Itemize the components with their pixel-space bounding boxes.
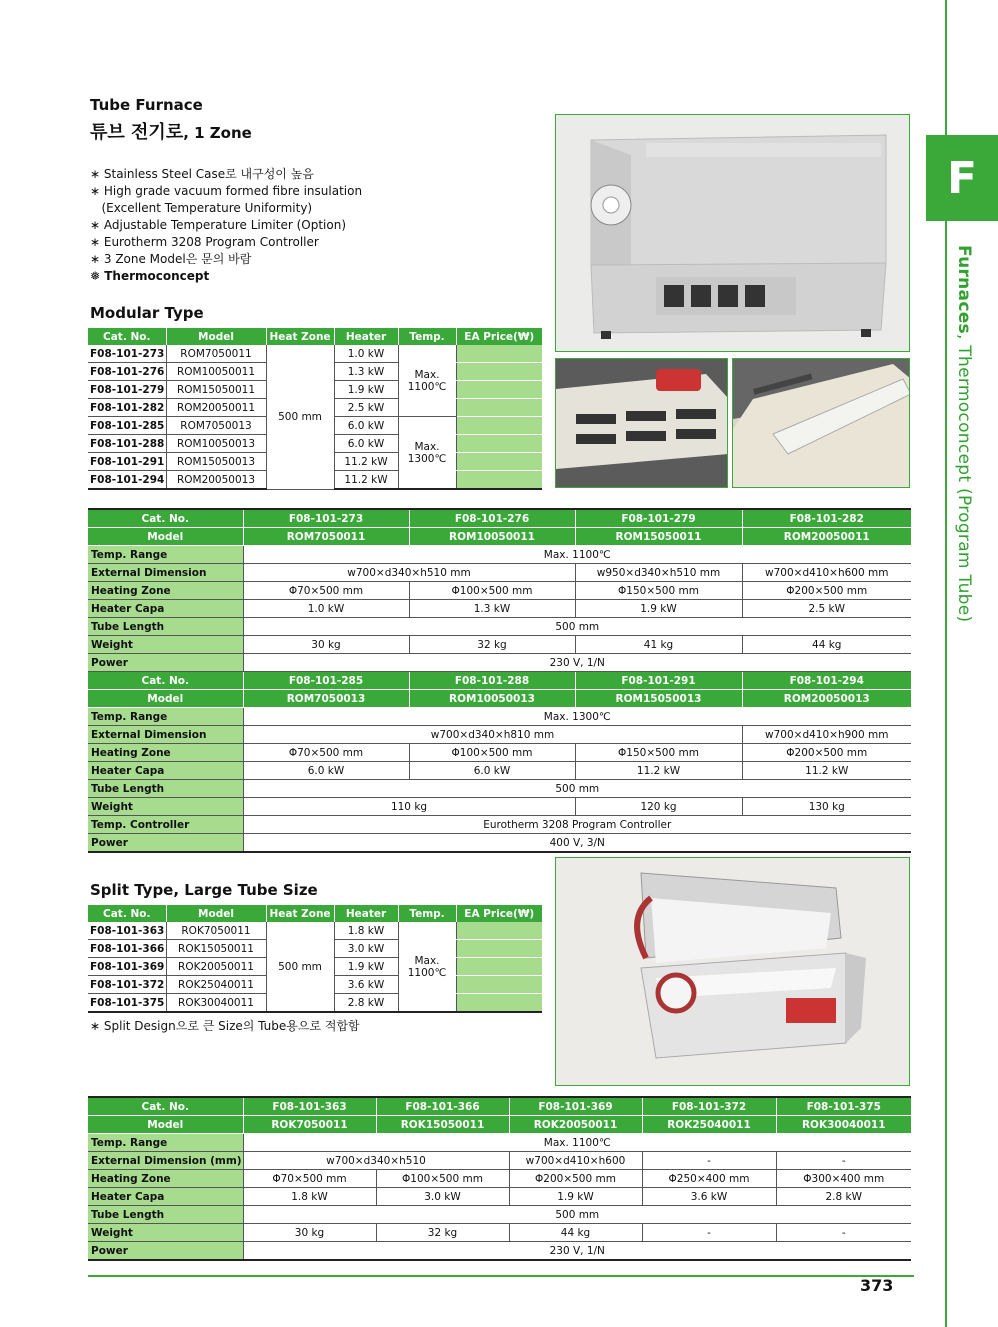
cat-no: F08-101-285 — [88, 417, 166, 435]
spec-row — [88, 618, 911, 636]
price-cell — [456, 922, 542, 940]
spec-cat: F08-101-369 — [509, 1097, 642, 1116]
cat-no: F08-101-366 — [88, 940, 166, 958]
spec-cat: F08-101-291 — [575, 672, 742, 690]
split-section-title: Split Type, Large Tube Size — [90, 881, 318, 899]
spec-value: Φ300×400 mm — [776, 1170, 911, 1188]
heating-element-illustration — [556, 359, 728, 488]
spec-value: Φ100×500 mm — [409, 744, 575, 762]
spec-model-row — [88, 1116, 911, 1134]
spec-value: 230 V, 1/N — [243, 654, 911, 672]
modular-price-table — [88, 328, 542, 490]
row-label: Model — [88, 1116, 243, 1134]
split-note: ∗ Split Design으로 큰 Size의 Tube용으로 적합함 — [90, 1019, 360, 1033]
spec-row — [88, 1134, 911, 1152]
model: ROM7050013 — [166, 417, 266, 435]
split-furnace-photo — [555, 857, 910, 1086]
temp-value: 1100℃ — [407, 380, 447, 393]
model: ROM20050011 — [166, 399, 266, 417]
spec-value: 6.0 kW — [243, 762, 409, 780]
spec-value: Φ100×500 mm — [376, 1170, 509, 1188]
spec-cat: F08-101-279 — [575, 509, 742, 528]
model: ROM15050011 — [166, 381, 266, 399]
spec-row — [88, 582, 911, 600]
price-cell — [456, 958, 542, 976]
title-zone: , 1 Zone — [183, 124, 252, 142]
spec-value: 2.5 kW — [742, 600, 911, 618]
cat-no: F08-101-279 — [88, 381, 166, 399]
spec-row — [88, 1206, 911, 1224]
spec-row — [88, 1188, 911, 1206]
section-tab-letter: F — [926, 135, 998, 221]
table-row — [88, 922, 542, 940]
vertical-title-rest: , Thermoconcept (Program Tube) — [954, 333, 974, 623]
price-cell — [456, 471, 542, 490]
spec-model: ROM10050013 — [409, 690, 575, 708]
col-header-cat: Cat. No. — [88, 905, 166, 922]
spec-value: 32 kg — [376, 1224, 509, 1242]
spec-value: 110 kg — [243, 798, 575, 816]
modular-spec-table — [88, 508, 911, 853]
feature-item: (Excellent Temperature Uniformity) — [90, 201, 313, 215]
spec-cat: F08-101-372 — [642, 1097, 776, 1116]
spec-value: 30 kg — [243, 1224, 376, 1242]
row-label: Power — [88, 834, 243, 853]
spec-value: w700×d410×h600 — [509, 1152, 642, 1170]
cat-no: F08-101-282 — [88, 399, 166, 417]
col-header-temp: Temp. — [398, 905, 456, 922]
heater: 3.6 kW — [334, 976, 398, 994]
tube-insulation-photo — [732, 358, 910, 488]
spec-cat: F08-101-285 — [243, 672, 409, 690]
row-label: Power — [88, 654, 243, 672]
col-header-heater: Heater — [334, 905, 398, 922]
cat-no: F08-101-294 — [88, 471, 166, 490]
col-header-heater: Heater — [334, 328, 398, 345]
row-label: Weight — [88, 798, 243, 816]
spec-row — [88, 564, 911, 582]
col-header-heat-zone: Heat Zone — [266, 328, 334, 345]
spec-row — [88, 1242, 911, 1261]
spec-value: Φ250×400 mm — [642, 1170, 776, 1188]
title-english: Tube Furnace — [90, 96, 203, 114]
row-label: Weight — [88, 1224, 243, 1242]
heat-zone: 500 mm — [266, 345, 334, 489]
row-label: Cat. No. — [88, 509, 243, 528]
spec-value: Φ200×500 mm — [742, 582, 911, 600]
spec-value: w700×d410×h900 mm — [742, 726, 911, 744]
spec-row — [88, 600, 911, 618]
spec-row — [88, 834, 911, 853]
spec-value: Φ70×500 mm — [243, 1170, 376, 1188]
model: ROK25040011 — [166, 976, 266, 994]
temp-1100 — [398, 345, 456, 417]
cat-no: F08-101-273 — [88, 345, 166, 363]
spec-value: w950×d340×h510 mm — [575, 564, 742, 582]
model: ROM7050011 — [166, 345, 266, 363]
spec-cat-row — [88, 1097, 911, 1116]
page-number: 373 — [860, 1276, 894, 1295]
spec-value: 500 mm — [243, 618, 911, 636]
spec-value: 41 kg — [575, 636, 742, 654]
spec-value: Φ150×500 mm — [575, 744, 742, 762]
cat-no: F08-101-372 — [88, 976, 166, 994]
cat-no: F08-101-276 — [88, 363, 166, 381]
spec-row — [88, 1152, 911, 1170]
spec-value: 11.2 kW — [742, 762, 911, 780]
heater: 11.2 kW — [334, 453, 398, 471]
temp-max-label: Max. — [414, 440, 440, 453]
heat-zone: 500 mm — [266, 922, 334, 1012]
model: ROM20050013 — [166, 471, 266, 490]
spec-value: 44 kg — [742, 636, 911, 654]
tube-insulation-illustration — [733, 359, 910, 488]
spec-row — [88, 744, 911, 762]
spec-value: 1.9 kW — [509, 1188, 642, 1206]
heater: 3.0 kW — [334, 940, 398, 958]
spec-value: 1.3 kW — [409, 600, 575, 618]
title-korean-text: 튜브 전기로 — [90, 122, 184, 143]
row-label: Heating Zone — [88, 744, 243, 762]
price-cell — [456, 363, 542, 381]
feature-item: ∗ Eurotherm 3208 Program Controller — [90, 235, 319, 249]
heater: 1.0 kW — [334, 345, 398, 363]
col-header-model: Model — [166, 905, 266, 922]
row-label: Cat. No. — [88, 1097, 243, 1116]
temp-value: 1100℃ — [407, 966, 447, 979]
row-label: Heating Zone — [88, 1170, 243, 1188]
price-cell — [456, 976, 542, 994]
row-label: Temp. Controller — [88, 816, 243, 834]
col-header-temp: Temp. — [398, 328, 456, 345]
spec-model: ROM10050011 — [409, 528, 575, 546]
price-cell — [456, 417, 542, 435]
feature-item: ∗ High grade vacuum formed fibre insulation — [90, 184, 363, 198]
modular-furnace-illustration — [556, 115, 910, 352]
feature-list — [90, 166, 540, 285]
spec-row — [88, 780, 911, 798]
row-label: Tube Length — [88, 1206, 243, 1224]
cat-no: F08-101-369 — [88, 958, 166, 976]
row-label: Power — [88, 1242, 243, 1261]
model: ROM15050013 — [166, 453, 266, 471]
heater: 1.3 kW — [334, 363, 398, 381]
row-label: Temp. Range — [88, 708, 243, 726]
spec-value: w700×d340×h510 mm — [243, 564, 575, 582]
cat-no: F08-101-291 — [88, 453, 166, 471]
spec-cat: F08-101-375 — [776, 1097, 911, 1116]
spec-value: 230 V, 1/N — [243, 1242, 911, 1261]
spec-value: w700×d410×h600 mm — [742, 564, 911, 582]
table-header-row — [88, 328, 542, 345]
split-price-table — [88, 905, 542, 1013]
spec-model: ROM7050011 — [243, 528, 409, 546]
col-header-cat: Cat. No. — [88, 328, 166, 345]
spec-model: ROK15050011 — [376, 1116, 509, 1134]
row-label: Heater Capa — [88, 762, 243, 780]
col-header-price: EA Price(₩) — [456, 328, 542, 345]
price-cell — [456, 940, 542, 958]
spec-model: ROM20050011 — [742, 528, 911, 546]
col-header-model: Model — [166, 328, 266, 345]
spec-model: ROK20050011 — [509, 1116, 642, 1134]
spec-value: 11.2 kW — [575, 762, 742, 780]
spec-value: Φ100×500 mm — [409, 582, 575, 600]
spec-value: w700×d340×h510 — [243, 1152, 509, 1170]
spec-row — [88, 798, 911, 816]
temp-max-label: Max. — [414, 954, 440, 967]
price-cell — [456, 435, 542, 453]
spec-cat: F08-101-282 — [742, 509, 911, 528]
spec-row — [88, 708, 911, 726]
spec-value: Φ200×500 mm — [509, 1170, 642, 1188]
spec-value: Φ200×500 mm — [742, 744, 911, 762]
spec-value: 500 mm — [243, 780, 911, 798]
heater: 2.5 kW — [334, 399, 398, 417]
row-label: External Dimension — [88, 726, 243, 744]
spec-cat: F08-101-366 — [376, 1097, 509, 1116]
row-label: Model — [88, 528, 243, 546]
row-label: Weight — [88, 636, 243, 654]
row-label: Model — [88, 690, 243, 708]
spec-value: 3.0 kW — [376, 1188, 509, 1206]
row-label: External Dimension (mm) — [88, 1152, 243, 1170]
row-label: Cat. No. — [88, 672, 243, 690]
heater: 2.8 kW — [334, 994, 398, 1013]
spec-value: Max. 1100℃ — [243, 1134, 911, 1152]
model: ROM10050013 — [166, 435, 266, 453]
row-label: Heating Zone — [88, 582, 243, 600]
col-header-price: EA Price(₩) — [456, 905, 542, 922]
spec-model: ROM15050011 — [575, 528, 742, 546]
footer-divider — [88, 1275, 914, 1277]
vertical-title-bold: Furnaces — [954, 245, 974, 334]
spec-value: w700×d340×h810 mm — [243, 726, 742, 744]
model: ROK30040011 — [166, 994, 266, 1013]
split-spec-table — [88, 1096, 911, 1261]
temp-max-label: Max. — [414, 368, 440, 381]
cat-no: F08-101-288 — [88, 435, 166, 453]
heater: 1.9 kW — [334, 958, 398, 976]
heater: 6.0 kW — [334, 417, 398, 435]
spec-row — [88, 726, 911, 744]
spec-value: 2.8 kW — [776, 1188, 911, 1206]
spec-value: 500 mm — [243, 1206, 911, 1224]
spec-value: 130 kg — [742, 798, 911, 816]
spec-value: 1.8 kW — [243, 1188, 376, 1206]
spec-cat: F08-101-288 — [409, 672, 575, 690]
heater: 6.0 kW — [334, 435, 398, 453]
spec-value: 6.0 kW — [409, 762, 575, 780]
spec-value: Φ70×500 mm — [243, 582, 409, 600]
spec-cat: F08-101-363 — [243, 1097, 376, 1116]
model: ROK20050011 — [166, 958, 266, 976]
feature-item: ∗ Adjustable Temperature Limiter (Option) — [90, 218, 347, 232]
spec-row — [88, 1170, 911, 1188]
row-label: Tube Length — [88, 618, 243, 636]
model: ROK15050011 — [166, 940, 266, 958]
spec-model: ROK30040011 — [776, 1116, 911, 1134]
spec-value: 400 V, 3/N — [243, 834, 911, 853]
spec-value: Max. 1100℃ — [243, 546, 911, 564]
spec-row — [88, 546, 911, 564]
model: ROM10050011 — [166, 363, 266, 381]
spec-value: Eurotherm 3208 Program Controller — [243, 816, 911, 834]
spec-model-row — [88, 528, 911, 546]
spec-value: Max. 1300℃ — [243, 708, 911, 726]
price-cell — [456, 381, 542, 399]
price-cell — [456, 453, 542, 471]
spec-value: - — [642, 1152, 776, 1170]
row-label: Temp. Range — [88, 1134, 243, 1152]
spec-row — [88, 816, 911, 834]
spec-value: - — [776, 1152, 911, 1170]
title-korean — [90, 118, 252, 144]
price-cell — [456, 399, 542, 417]
split-furnace-illustration — [556, 858, 910, 1086]
vertical-section-title — [940, 245, 980, 675]
temp-1100 — [398, 922, 456, 1012]
price-cell — [456, 994, 542, 1013]
spec-model-row — [88, 690, 911, 708]
spec-value: 44 kg — [509, 1224, 642, 1242]
spec-value: - — [776, 1224, 911, 1242]
spec-row — [88, 636, 911, 654]
heater: 1.9 kW — [334, 381, 398, 399]
spec-model: ROM15050013 — [575, 690, 742, 708]
heater: 11.2 kW — [334, 471, 398, 490]
spec-value: Φ150×500 mm — [575, 582, 742, 600]
spec-model: ROK7050011 — [243, 1116, 376, 1134]
feature-item: ∗ Stainless Steel Case로 내구성이 높음 — [90, 167, 314, 181]
model: ROK7050011 — [166, 922, 266, 940]
col-header-heat-zone: Heat Zone — [266, 905, 334, 922]
spec-value: 1.9 kW — [575, 600, 742, 618]
spec-cat: F08-101-276 — [409, 509, 575, 528]
heating-element-photo — [555, 358, 728, 488]
modular-furnace-photo — [555, 114, 910, 352]
spec-cat-row — [88, 509, 911, 528]
price-cell — [456, 345, 542, 363]
table-header-row — [88, 905, 542, 922]
row-label: Temp. Range — [88, 546, 243, 564]
heater: 1.8 kW — [334, 922, 398, 940]
spec-row — [88, 1224, 911, 1242]
spec-row — [88, 654, 911, 672]
spec-cat: F08-101-294 — [742, 672, 911, 690]
spec-cat: F08-101-273 — [243, 509, 409, 528]
cat-no: F08-101-363 — [88, 922, 166, 940]
row-label: Heater Capa — [88, 1188, 243, 1206]
spec-value: - — [642, 1224, 776, 1242]
spec-cat-row — [88, 672, 911, 690]
temp-1300 — [398, 417, 456, 490]
table-row — [88, 345, 542, 363]
row-label: External Dimension — [88, 564, 243, 582]
temp-value: 1300℃ — [407, 452, 447, 465]
spec-value: 30 kg — [243, 636, 409, 654]
cat-no: F08-101-375 — [88, 994, 166, 1013]
spec-value: 120 kg — [575, 798, 742, 816]
spec-value: 3.6 kW — [642, 1188, 776, 1206]
modular-section-title: Modular Type — [90, 304, 204, 322]
row-label: Heater Capa — [88, 600, 243, 618]
spec-model: ROM20050013 — [742, 690, 911, 708]
feature-item-brand: ❅ Thermoconcept — [90, 269, 210, 283]
spec-value: 1.0 kW — [243, 600, 409, 618]
row-label: Tube Length — [88, 780, 243, 798]
spec-value: Φ70×500 mm — [243, 744, 409, 762]
spec-model: ROM7050013 — [243, 690, 409, 708]
spec-row — [88, 762, 911, 780]
spec-value: 32 kg — [409, 636, 575, 654]
feature-item: ∗ 3 Zone Model은 문의 바람 — [90, 252, 252, 266]
spec-model: ROK25040011 — [642, 1116, 776, 1134]
